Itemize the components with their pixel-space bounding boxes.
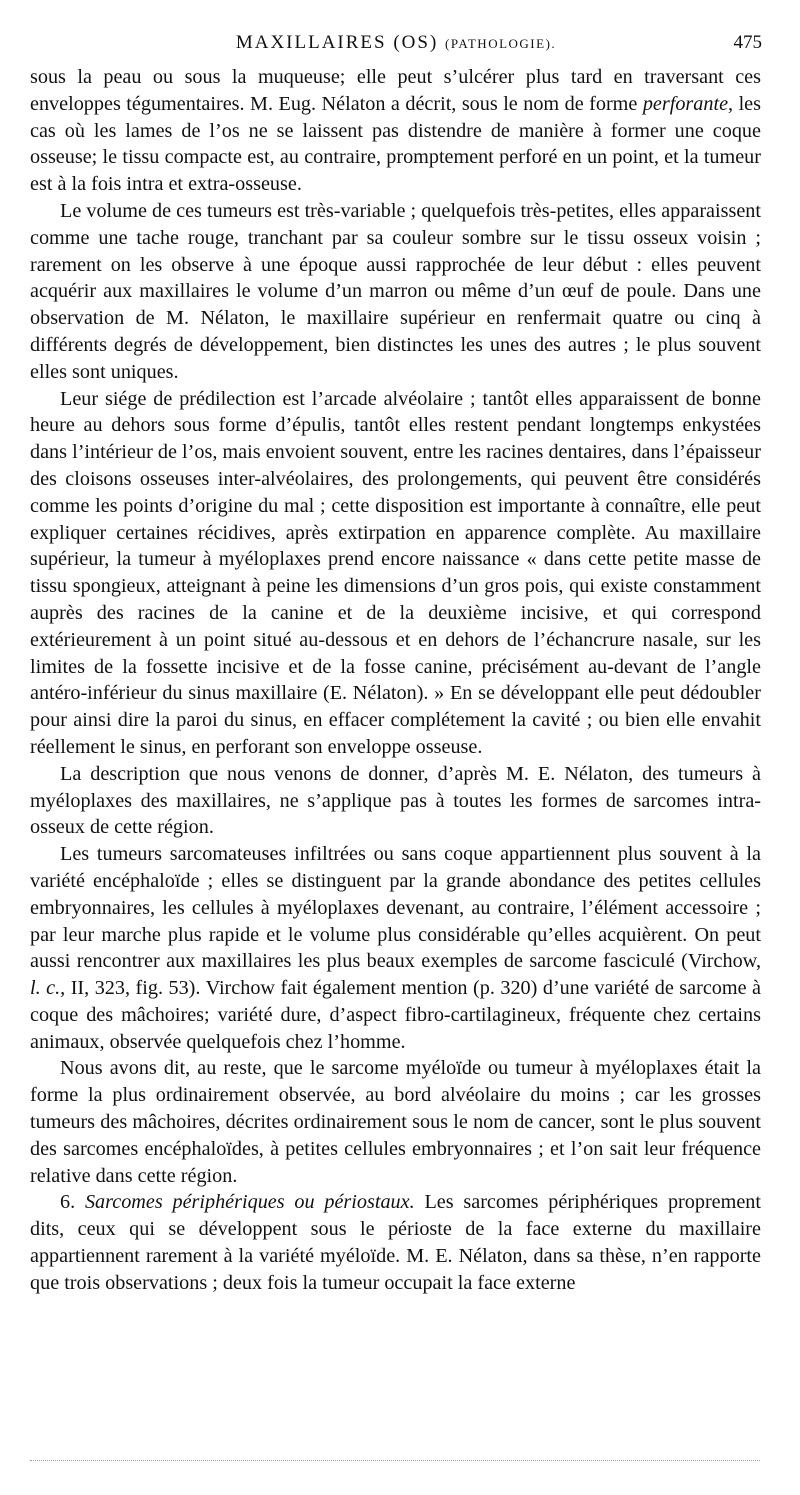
paragraph [30,198,761,386]
page-footer-rule [30,1460,760,1463]
paragraph [30,1189,761,1296]
italic-text: perforante, [642,92,734,115]
paragraph [30,761,761,841]
text-run: Les tumeurs sarcomateuses infiltrées ou sans coque appartiennent plus souvent à la variété encéphaloïde ; elles se distinguent par la grande abondance des petites cellules embryonnaires, les cellules à myéloplaxes devenant, au contraire, l’élément accessoire ; par leur marche plus rapide et le volume plus considérable qu’elles acquièrent. On peut aussi rencontrer aux maxillaires les plus beaux exemples de sarcome fasciculé (Virchow, [30,843,761,973]
running-title-main: MAXILLAIRES (OS) [235,32,439,53]
running-header [30,28,762,58]
italic-text: l. c. [30,977,61,1000]
body-text [30,64,761,1297]
text-run: sous la peau ou sous la muqueuse; elle peut s’ulcérer plus tard en traversant ces enveloppes tégumentaires. M. Eug. Nélaton a décrit, sous le nom de forme [30,66,761,115]
paragraph [30,64,761,198]
running-title-section: (PATHOLOGIE). [445,36,557,51]
text-run: La description que nous venons de donner, d’après M. E. Nélaton, des tumeurs à myéloplaxes des maxillaires, ne s’applique pas à toutes les formes de sarcomes intra-osseux de cette région. [30,762,761,839]
paragraph [30,841,761,1055]
text-run: Leur siége de prédilection est l’arcade alvéolaire ; tantôt elles apparaissent de bonne heure au dehors sous forme d’épulis, tantôt elles restent pendant longtemps enkystées dans l’intérieur de l’os, mais envoient souvent, entre les racines dentaires, dans l’épaisseur des cloisons osseuses inter-alvéolaires, des prolongements, qui peuvent être considérés comme les points d’origine du mal ; cette disposition est importante à connaître, elle peut expliquer certaines récidives, après extirpation en apparence complète. Au maxillaire supérieur, la tumeur à myéloplaxes prend encore naissance « dans cette petite masse de tissu spongieux, atteignant à peine les dimensions d’un gros pois, qui existe constamment auprès des racines de la canine et de la deuxième incisive, et qui correspond extérieurement à un point situé au-dessous et en dehors de l’échancrure nasale, sur les limites de la fossette incisive et de la fosse canine, précisément au-devant de l’angle antéro-inférieur du sinus maxillaire (E. Nélaton). » En se développant elle peut dédoubler pour ainsi dire la paroi du sinus, en effacer complétement la cavité ; ou bien elle envahit réellement le sinus, en perforant son enveloppe osseuse. [30,387,761,758]
text-run: , II, 323, fig. 53). Virchow fait également mention (p. 320) d’une variété de sarcome à coque des mâchoires; variété dure, d’aspect fibro-cartilagineux, fréquente chez certains animaux, observée quelquefois chez l’homme. [30,977,761,1053]
page-number: 475 [733,32,762,53]
text-run: 6. [60,1191,85,1214]
text-run: les cas où les lames de l’os ne se laissent pas distendre de manière à former une coque osseuse; le tissu compacte est, au contraire, promptement perforé en un point, et la tumeur est à la fois intra et extra-osseuse. [30,92,761,196]
paragraph [30,386,761,761]
text-run: Le volume de ces tumeurs est très-variable ; quelquefois très-petites, elles apparaissent comme une tache rouge, tranchant par sa couleur sombre sur le tissu osseux voisin ; rarement on les observe à une époque aussi rapprochée de leur début : elles peuvent acquérir aux maxillaires le volume d’un marron ou même d’un œuf de poule. Dans une observation de M. Nélaton, le maxillaire supérieur en renfermait quatre ou cinq à différents degrés de développement, bien distinctes les unes des autres ; le plus souvent elles sont uniques. [30,199,761,383]
running-title [30,32,762,54]
text-run: Nous avons dit, au reste, que le sarcome myéloïde ou tumeur à myéloplaxes était la forme la plus ordinairement observée, au bord alvéolaire du moins ; car les grosses tumeurs des mâchoires, décrites ordinairement sous le nom de cancer, sont le plus souvent des sarcomes encéphaloïdes, à petites cellules embryonnaires ; et l’on sait leur fréquence relative dans cette région. [30,1057,761,1187]
paragraph [30,1055,761,1189]
italic-text: Sarcomes périphériques ou périostaux. [84,1191,415,1214]
text-run: Les sarcomes périphériques proprement dits, ceux qui se développent sous le périoste de la face externe du maxillaire appartiennent rarement à la variété myéloïde. M. E. Nélaton, dans sa thèse, n’en rapporte que trois observations ; deux fois la tumeur occupait la face externe [30,1191,761,1294]
